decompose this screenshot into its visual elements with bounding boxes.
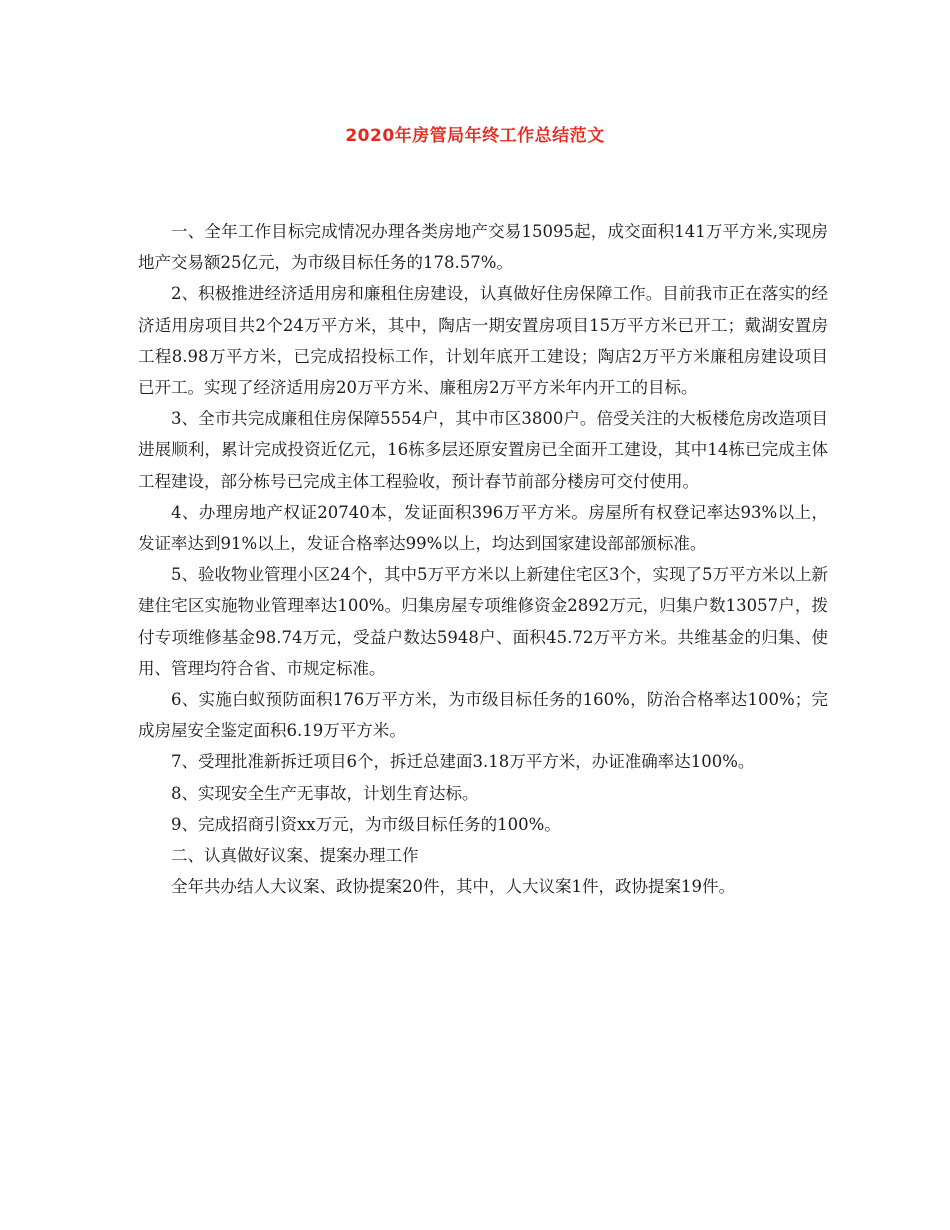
paragraph: 9、完成招商引资xx万元，为市级目标任务的100%。: [171, 814, 561, 834]
paragraph: 一、全年工作目标完成情况办理各类房地产交易15095起，成交面积141万平方米,实现房地产交易额25亿元，为市级目标任务的178.57%。: [138, 222, 828, 273]
paragraph: 8、实现安全生产无事故，计划生育达标。: [171, 783, 479, 803]
paragraph: 4、办理房地产权证20740本，发证面积396万平方米。房屋所有权登记率达93%以上，发证率达到91%以上，发证合格率达99%以上，均达到国家建设部部颁标准。: [138, 502, 828, 554]
section-heading: 二、认真做好议案、提案办理工作: [171, 846, 419, 866]
paragraph: 3、全市共完成廉租住房保障5554户，其中市区3800户。倍受关注的大板楼危房改造项目进展顺利，累计完成投资近亿元，16栋多层还原安置房已全面开工建设，其中14栋已完成主体工程建设，部分栋号已完成主体工程验收，预计春节前部分楼房可交付使用。: [138, 409, 828, 491]
document-body: [138, 216, 828, 902]
paragraph: 6、实施白蚁预防面积176万平方米，为市级目标任务的160%，防治合格率达100%；完成房屋安全鉴定面积6.19万平方米。: [138, 690, 828, 741]
paragraph: 全年共办结人大议案、政协提案20件，其中，人大议案1件，政协提案19件。: [171, 877, 735, 897]
paragraph: 7、受理批准新拆迁项目6个，拆迁总建面3.18万平方米，办证准确率达100%。: [171, 752, 755, 772]
paragraph: 2、积极推进经济适用房和廉租住房建设，认真做好住房保障工作。目前我市正在落实的经济适用房项目共2个24万平方米，其中，陶店一期安置房项目15万平方米已开工；戴湖安置房工程8.98万平方米，已完成招投标工作，计划年底开工建设；陶店2万平方米廉租房建设项目已开工。实现了经济适用房20万平方米、廉租房2万平方米年内开工的目标。: [138, 284, 828, 398]
document-title: 2020年房管局年终工作总结范文: [345, 126, 605, 146]
paragraph: 5、验收物业管理小区24个，其中5万平方米以上新建住宅区3个，实现了5万平方米以上新建住宅区实施物业管理率达100%。归集房屋专项维修资金2892万元，归集户数13057户，拨付专项维修基金98.74万元，受益户数达5948户、面积45.72万平方米。共维基金的归集、使用、管理均符合省、市规定标准。: [138, 565, 828, 678]
